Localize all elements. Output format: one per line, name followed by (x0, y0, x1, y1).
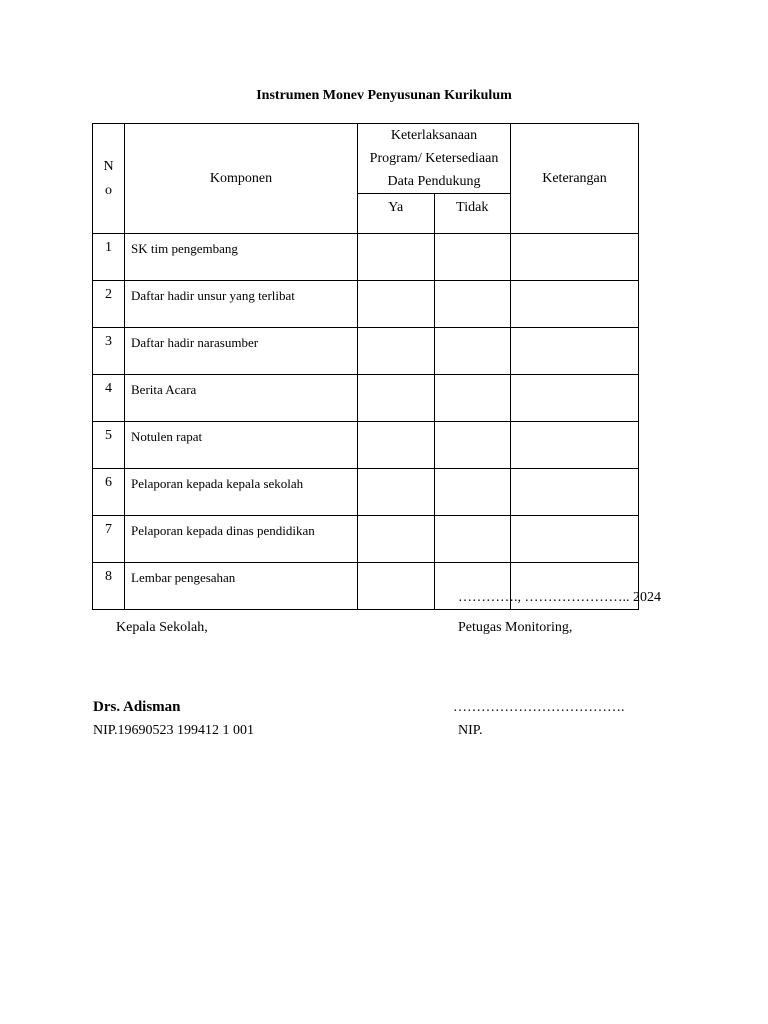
row-komponen: Notulen rapat (125, 422, 358, 469)
table-row (93, 234, 639, 281)
row-komponen: Berita Acara (125, 375, 358, 422)
row-keterangan-cell[interactable] (511, 469, 639, 516)
table-row (93, 281, 639, 328)
signature-date-line: …………., ………………….. 2024 (458, 590, 661, 605)
table-row (93, 516, 639, 563)
table-row (93, 469, 639, 516)
column-header-keterlaksanaan: Keterlaksanaan Program/ Ketersediaan Data Pendukung (358, 124, 511, 194)
row-number: 2 (93, 281, 125, 328)
row-komponen: Daftar hadir narasumber (125, 328, 358, 375)
row-komponen: Pelaporan kepada dinas pendidikan (125, 516, 358, 563)
row-tidak-cell[interactable] (434, 422, 511, 469)
row-ya-cell[interactable] (358, 375, 435, 422)
row-tidak-cell[interactable] (434, 469, 511, 516)
row-keterangan-cell[interactable] (511, 328, 639, 375)
row-komponen: SK tim pengembang (125, 234, 358, 281)
row-komponen: Daftar hadir unsur yang terlibat (125, 281, 358, 328)
row-number: 4 (93, 375, 125, 422)
column-header-keterangan: Keterangan (511, 124, 639, 234)
table-row (93, 375, 639, 422)
monitoring-officer-nip: NIP. (458, 723, 483, 738)
row-komponen: Lembar pengesahan (125, 563, 358, 610)
document-title: Instrumen Monev Penyusunan Kurikulum (256, 88, 512, 103)
column-header-ya: Ya (358, 194, 435, 234)
row-number: 5 (93, 422, 125, 469)
row-ya-cell[interactable] (358, 234, 435, 281)
headmaster-role-label: Kepala Sekolah, (116, 620, 208, 635)
table-header-row (93, 124, 639, 194)
row-ya-cell[interactable] (358, 328, 435, 375)
column-header-tidak: Tidak (434, 194, 511, 234)
row-tidak-cell[interactable] (434, 375, 511, 422)
row-komponen: Pelaporan kepada kepala sekolah (125, 469, 358, 516)
monitoring-officer-name-blank: ………………………………. (453, 700, 625, 715)
monitoring-officer-role-label: Petugas Monitoring, (458, 620, 573, 635)
row-number: 1 (93, 234, 125, 281)
row-ya-cell[interactable] (358, 516, 435, 563)
row-keterangan-cell[interactable] (511, 375, 639, 422)
row-keterangan-cell[interactable] (511, 234, 639, 281)
row-ya-cell[interactable] (358, 469, 435, 516)
row-keterangan-cell[interactable] (511, 516, 639, 563)
row-ya-cell[interactable] (358, 563, 435, 610)
row-ya-cell[interactable] (358, 281, 435, 328)
headmaster-nip: NIP.19690523 199412 1 001 (93, 723, 255, 738)
column-header-komponen: Komponen (125, 124, 358, 234)
row-keterangan-cell[interactable] (511, 422, 639, 469)
row-tidak-cell[interactable] (434, 516, 511, 563)
headmaster-name: Drs. Adisman (93, 699, 181, 715)
row-number: 3 (93, 328, 125, 375)
monev-table (92, 123, 639, 610)
row-ya-cell[interactable] (358, 422, 435, 469)
row-number: 7 (93, 516, 125, 563)
row-number: 6 (93, 469, 125, 516)
row-number: 8 (93, 563, 125, 610)
row-tidak-cell[interactable] (434, 328, 511, 375)
row-keterangan-cell[interactable] (511, 281, 639, 328)
row-tidak-cell[interactable] (434, 234, 511, 281)
table-row (93, 328, 639, 375)
table-row (93, 422, 639, 469)
row-tidak-cell[interactable] (434, 281, 511, 328)
column-header-no: N o (93, 124, 125, 234)
